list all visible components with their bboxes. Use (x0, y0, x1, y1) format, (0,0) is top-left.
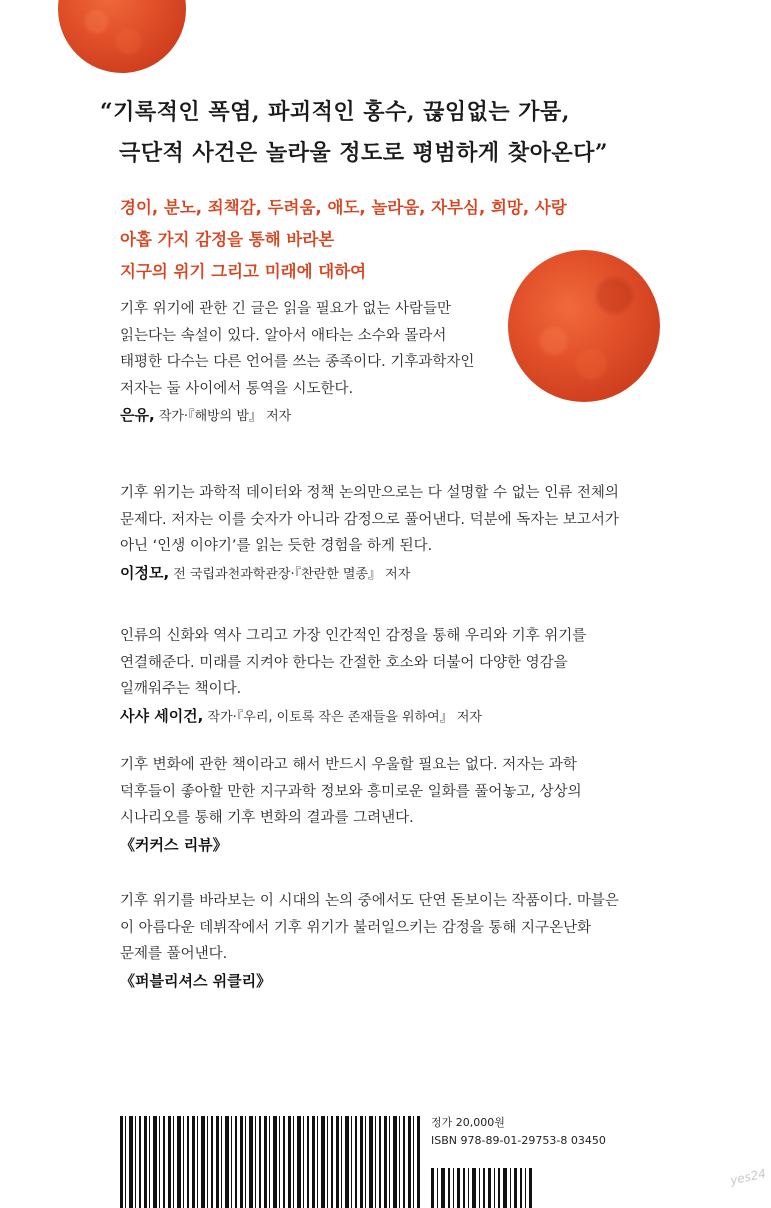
watermark: yes24 (728, 1166, 768, 1188)
review-credit (120, 560, 680, 589)
review-line: 태평한 다수는 다른 언어를 쓰는 종족이다. 기후과학자인 (120, 354, 475, 370)
headline-quote (100, 92, 720, 174)
review-credit (120, 703, 680, 732)
review-author: 사샤 세이건, (120, 706, 204, 725)
review-line: 시나리오를 통해 기후 변화의 결과를 그려낸다. (120, 810, 414, 826)
tagline-line-1: 경이, 분노, 죄책감, 두려움, 애도, 놀라움, 자부심, 희망, 사랑 (120, 198, 567, 217)
review-line: 덕후들이 좋아할 만한 지구과학 정보와 흥미로운 일화를 풀어놓고, 상상의 (120, 783, 582, 800)
review-author-desc: 작가·『해방의 밤』 저자 (154, 409, 292, 424)
review-source: 《퍼블리셔스 위클리》 (120, 971, 272, 990)
review-line: 아닌 ‘인생 이야기’를 읽는 듯한 경험을 하게 된다. (120, 538, 433, 554)
tagline (120, 192, 567, 288)
review-line: 문제다. 저자는 이를 숫자가 아니라 감정으로 풀어낸다. 덕분에 독자는 보고서가 (120, 511, 619, 528)
review-line: 일깨워주는 책이다. (120, 681, 242, 697)
sun-illustration-top (58, 0, 186, 73)
isbn-label: ISBN 978-89-01-29753-8 03450 (431, 1134, 606, 1147)
price-info (431, 1114, 606, 1150)
tagline-line-2: 아홉 가지 감정을 통해 바라본 (120, 230, 335, 249)
review-line: 저자는 둘 사이에서 통역을 시도한다. (120, 380, 354, 397)
review-lee-jungmo (120, 480, 680, 588)
headline-line-1: “기록적인 폭염, 파괴적인 홍수, 끊임없는 가뭄, (100, 99, 570, 125)
review-line: 읽는다는 속설이 있다. 알아서 애타는 소수와 몰라서 (120, 327, 447, 344)
review-line: 기후 위기는 과학적 데이터와 정책 논의만으로는 다 설명할 수 없는 인류 전체의 (120, 485, 619, 501)
review-kirkus (120, 752, 680, 858)
review-line: 기후 위기를 바라보는 이 시대의 논의 중에서도 단연 돋보이는 작품이다. 마블은 (120, 893, 619, 909)
review-author-desc: 작가·『우리, 이토록 작은 존재들을 위하여』 저자 (203, 709, 482, 725)
review-sasha-sagan (120, 623, 680, 731)
review-line: 문제를 풀어낸다. (120, 946, 228, 962)
barcode-area (120, 1108, 658, 1208)
review-source: 《커커스 리뷰》 (120, 835, 228, 854)
review-eunyu (120, 296, 680, 431)
review-line: 이 아름다운 데뷔작에서 기후 위기가 불러일으키는 감정을 통해 지구온난화 (120, 919, 592, 936)
review-credit (120, 402, 680, 431)
review-line: 기후 위기에 관한 긴 글은 읽을 필요가 없는 사람들만 (120, 301, 452, 317)
review-author: 은유, (120, 406, 155, 424)
addon-barcode-icon (431, 1168, 651, 1208)
review-publishers-weekly (120, 888, 680, 994)
review-author-desc: 전 국립과천과학관장·『찬란한 멸종』 저자 (169, 566, 411, 582)
price-label: 정가 20,000원 (431, 1116, 505, 1129)
review-author: 이정모, (120, 563, 170, 582)
isbn-barcode-icon (120, 1116, 420, 1208)
review-line: 연결해준다. 미래를 지켜야 한다는 간절한 호소와 더불어 다양한 영감을 (120, 654, 568, 671)
headline-line-2: 극단적 사건은 놀라울 정도로 평범하게 찾아온다” (119, 140, 608, 166)
review-line: 기후 변화에 관한 책이라고 해서 반드시 우울할 필요는 없다. 저자는 과학 (120, 757, 577, 773)
review-line: 인류의 신화와 역사 그리고 가장 인간적인 감정을 통해 우리와 기후 위기를 (120, 628, 587, 644)
tagline-line-3: 지구의 위기 그리고 미래에 대하여 (120, 262, 367, 281)
